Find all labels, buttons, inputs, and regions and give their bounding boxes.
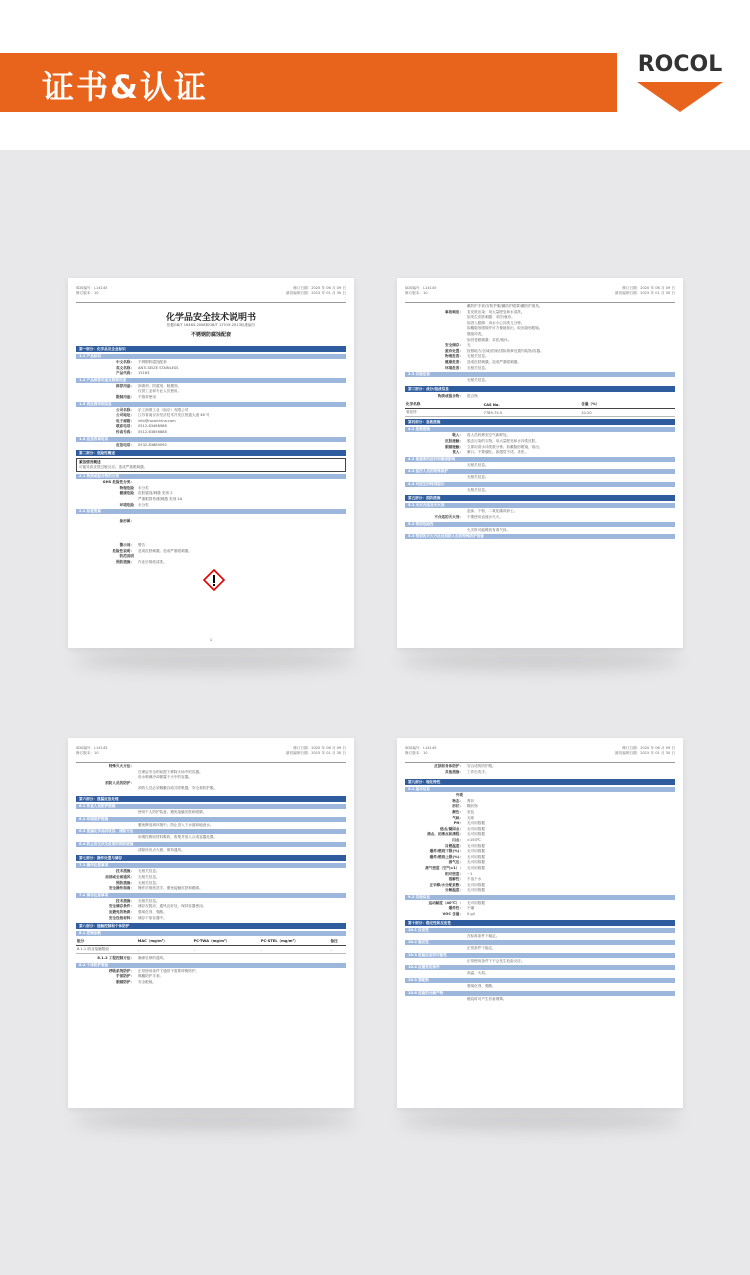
row-value: 脱去污染的衣物。用大量肥皂和水冲洗皮肤。 [467, 438, 539, 443]
sds-page-3 [68, 738, 354, 1108]
data-row [76, 886, 346, 892]
row-value: 不推荐使用 [138, 394, 156, 399]
revision-date: 修订日期：2020 年 06 月 09 日 [622, 286, 675, 290]
row-key: 爆炸性： [448, 906, 463, 911]
row-value: 无可用数据 [467, 888, 485, 893]
subsection-header: 6.1 作业人员防护措施 [76, 804, 346, 809]
ghs-exclamation-pictogram-icon [203, 569, 225, 591]
row-value: >150℃ [467, 837, 481, 842]
row-key: 形状： [452, 804, 463, 809]
row-key: 技术措施： [116, 869, 134, 874]
row-value [138, 519, 346, 525]
table-row: 8.1.1 职业接触限值 - - - - [76, 946, 346, 954]
body-text: 用惰性吸收材料吸收，收集并放入合适容器处置。 [138, 835, 218, 840]
row-value: 不溶于水 [467, 877, 482, 882]
row-value: 无可用数据 [467, 843, 485, 848]
row-key: 推荐用途： [116, 383, 134, 388]
body-text: 强氧化剂、强酸。 [467, 984, 496, 989]
initial-date: 最初编制日期：2015 年 01 月 30 日 [615, 291, 675, 295]
section-header: 第一部分：化学品及企业标识 [76, 346, 346, 352]
page-header [405, 746, 675, 763]
table-row: 氧化锌 7789-75-5 10-20 [405, 409, 675, 417]
body-text: 使用个人防护装备。避免接触皮肤和眼睛。 [138, 809, 207, 814]
subsection-header: 4.3 医疗人员的特殊保护 [405, 469, 675, 474]
subsection-header: 6.2 环境保护措施 [76, 817, 346, 822]
row-key: 象形图： [119, 519, 134, 524]
row-value: 造成皮肤刺激。造成严重眼刺激。 [138, 548, 192, 553]
subsection-header: 10.3 危险反应的可能性 [405, 953, 675, 958]
subsection-header: 1.4 应急咨询电话 [76, 437, 346, 442]
row-key: 防范说明 [119, 554, 134, 559]
row-key: 自燃温度： [445, 843, 463, 848]
subsection-header: 2.3 其他危害 [405, 372, 675, 377]
row-key: 技术措施： [116, 898, 134, 903]
body-text: 在标准条件下稳定。 [467, 933, 500, 938]
row-key: 颜色： [452, 809, 463, 814]
data-row [405, 912, 675, 918]
row-value: 如戴隐形眼镜并可方便地取出，取出隐形眼镜。 [467, 326, 543, 331]
row-key [76, 786, 138, 792]
row-key: 气味： [452, 815, 463, 820]
row-key: 环境危害： [445, 365, 463, 370]
row-value: 无可用数据 [467, 832, 485, 837]
subsection-header: 10.6 危险的分解产物 [405, 991, 675, 996]
row-key: 预防措施： [116, 880, 134, 885]
row-key: 闪点： [452, 837, 463, 842]
row-key: 局部或全面通风： [105, 874, 134, 879]
data-row [76, 443, 346, 449]
row-key: 产品代码： [116, 371, 134, 376]
row-value: 未分类 [138, 502, 149, 507]
row-value: 润滑剂、防腐剂、脱模剂。 [138, 383, 182, 388]
body-text: 火灾时可能释放有毒气体。 [467, 527, 511, 532]
row-value: 无可用数据 [467, 865, 485, 870]
subsection-header: 5.1 灭火方法及灭火剂 [405, 503, 675, 508]
rocol-logo [632, 52, 728, 114]
row-key: VOC 含量： [442, 912, 463, 917]
row-key: 眼睛接触： [445, 444, 463, 449]
row-key: 物理危害： [445, 354, 463, 359]
data-row [405, 888, 675, 894]
subsection-header: 10.5 禁配物 [405, 978, 675, 983]
row-value: 0532-83889090 [138, 442, 167, 447]
section-header: 第八部分：接触控制和个体防护 [76, 923, 346, 929]
data-row [76, 786, 346, 792]
row-value: 漱口。不要催吐。如感觉不适，求医。 [467, 450, 529, 455]
row-key: PH： [453, 821, 463, 826]
revision: 修订版本：10 [76, 751, 99, 755]
sds-page-4 [397, 738, 683, 1108]
row-key: 应避免的物质： [108, 909, 134, 914]
row-value: 造成皮肤刺激。造成严重眼刺激。 [467, 359, 521, 364]
subsection-header: 5.2 特别危险性 [405, 522, 675, 527]
row-value: 糊状物 [467, 804, 478, 809]
row-value: 继续冲洗。 [467, 331, 485, 336]
row-value: 0 g/l [467, 912, 475, 917]
section-header: 第十部分：稳定性和反应性 [405, 920, 675, 926]
row-key: 物态： [452, 798, 463, 803]
row-key: 呼吸系统防护： [108, 968, 134, 973]
row-key: 其他措施： [445, 769, 463, 774]
row-value: 严重眼损伤/眼刺激 类别 2A [138, 496, 183, 501]
sds-number: SDS编号：L14145 [76, 746, 108, 750]
subsection-header: 4.1 急救措施 [405, 427, 675, 432]
sds-number: SDS编号：L14145 [405, 746, 437, 750]
row-key: 英文名称： [116, 365, 134, 370]
data-row [76, 430, 346, 436]
sds-page-1 [68, 278, 354, 648]
row-key: GHS 危险性分类： [102, 480, 134, 485]
revision: 修订版本：10 [405, 291, 428, 295]
section-header: 第六部分：泄漏应急处理 [76, 796, 346, 802]
logo-triangle-icon [637, 82, 723, 112]
revision-date: 修订日期：2020 年 06 月 09 日 [293, 746, 346, 750]
page-shadow [75, 650, 355, 670]
row-value: 不锈钢防腐蚀配套 [138, 360, 167, 364]
page-shadow [75, 1110, 355, 1130]
row-value: 如仍觉眼刺激：求医/就诊。 [467, 337, 512, 342]
section-header: 第三部分：成分/组成信息 [405, 386, 675, 392]
row-key: 中文名称： [116, 360, 134, 364]
page-header [76, 746, 346, 763]
body-text: 燃烧时可产生有害烟雾。 [467, 996, 507, 1001]
other-hazards-text: 无相关信息。 [467, 378, 489, 383]
row-value: 无相关信息。 [467, 365, 489, 370]
emergency-overview-box [76, 458, 346, 472]
row-key: 食入： [452, 450, 463, 455]
body-text: 无相关信息。 [467, 487, 489, 492]
row-value: 0512-63856888 [138, 429, 167, 434]
data-row [76, 980, 346, 986]
subsection-header: 6.3 泄漏化学品的收容、清除方法 [76, 829, 346, 834]
row-value: 不爆 [467, 906, 475, 911]
row-key: 蒸气压： [448, 860, 463, 865]
subsection-header: 8.2 个体防护装备 [76, 963, 346, 968]
row-key: 公司名称： [116, 407, 134, 412]
initial-date: 最初编制日期：2015 年 01 月 30 日 [615, 751, 675, 755]
body-text: 正常使用条件下不会发生危险反应。 [467, 958, 525, 963]
data-row [76, 395, 346, 401]
subsection-header: 2.2 标签要素 [76, 509, 346, 514]
section-header: 第四部分：急救措施 [405, 419, 675, 425]
row-value: ANTI-SEIZE STAINLESS [138, 365, 179, 370]
page-shadow [400, 1110, 680, 1130]
data-row [76, 371, 346, 377]
section-header: 第五部分：消防措施 [405, 495, 675, 501]
row-value: 警告 [138, 543, 146, 548]
subsection-header: 9.2 其他信息 [405, 895, 675, 900]
row-key: 消防人员的防护： [105, 780, 134, 785]
row-key: 公司地址： [116, 413, 134, 418]
row-key: 应急电话： [116, 442, 134, 447]
row-key: 事故响应： [445, 309, 463, 314]
row-key: 分解温度： [445, 888, 463, 893]
row-key: 安全操作指南： [108, 886, 134, 891]
data-row [405, 366, 675, 372]
body-text: 无相关信息。 [467, 462, 489, 467]
row-value: 储存在阴凉、通风良好处，保持容器密闭。 [138, 904, 207, 909]
column-header: 含量（%） [580, 401, 675, 409]
row-value: 立即用清水冲洗数分钟。如戴隐形眼镜，取出。 [467, 444, 543, 449]
row-key: 相对密度： [445, 871, 463, 876]
page-shadow [400, 650, 680, 670]
subsection-header: 1.2 产品推荐用途及限制用途 [76, 378, 346, 383]
page-number: 1 [209, 638, 213, 642]
row-value: 佩戴防护手套。 [138, 974, 164, 979]
body-text: 清除所有点火源，保持通风。 [138, 847, 185, 852]
product-name: 不锈钢防腐蚀配套 [190, 332, 231, 338]
row-key: 蒸气密度（空气=1）： [425, 865, 463, 870]
subsection-header: 5.3 特别的灭火方法及消防人员的特殊防护装备 [405, 534, 675, 539]
subsection-header: 8.1 控制参数 [76, 931, 346, 936]
row-value: 操作后彻底洗手。避免接触皮肤和眼睛。 [138, 886, 203, 891]
row-value: 如进入眼睛：用水小心冲洗几分钟。 [467, 320, 525, 325]
subsection-header: 4.2 最重要的症状和健康影响 [405, 457, 675, 462]
document-title: 化学品安全技术说明书 [165, 313, 256, 323]
sds-page-2 [397, 278, 683, 648]
row-key: 沸点、初沸点和沸程： [427, 832, 463, 837]
section-header: 第二部分：危险性概述 [76, 450, 346, 456]
revision-date: 修订日期：2020 年 06 月 09 日 [293, 286, 346, 290]
row-key: 预防措施： [116, 559, 134, 564]
subsection-header: 6.4 防止发生次生危害的预防措施 [76, 842, 346, 847]
row-value: 无可用数据 [467, 821, 485, 826]
subsection-header: 1.3 供应商详细信息 [76, 402, 346, 407]
row-value: 乐工润滑工业（南京）有限公司 [138, 407, 189, 412]
row-key: 外观 [455, 793, 463, 798]
row-value: 膏状 [467, 798, 475, 803]
data-row: 8.1.2 工程控制方法： 确保足够的通风。 [97, 956, 167, 961]
subsection-header: 9.1 基本信息 [405, 787, 675, 792]
row-value: 若皮肤沾染：用大量肥皂和水清洗。 [467, 309, 525, 314]
row-key: 爆炸/燃烧上限(%)： [429, 854, 463, 859]
row-key: 运动黏度（40℃）： [428, 900, 463, 905]
subsection-header: 10.2 稳定性 [405, 940, 675, 945]
row-key: 安全储存： [445, 343, 463, 348]
row-key: 环境危险 [119, 502, 134, 507]
substance-row: 物质或混合物： 混合物 [437, 393, 478, 398]
row-value: 戴防护手套/穿防护服/戴防护眼罩/戴防护面具。 [467, 304, 543, 308]
row-key: 健康危害： [445, 359, 463, 364]
row-value: 正常使用条件下通常不需要呼吸防护。 [138, 968, 200, 973]
row-value: 用水喷淋冷却暴露于火中的容器。 [138, 775, 192, 780]
row-key: 皮肤和身体防护： [434, 764, 463, 768]
row-key: 皮肤接触： [445, 438, 463, 443]
revision: 修订版本：10 [405, 751, 428, 755]
subsection-header: 2.1 物质或混合物的分类 [76, 474, 346, 479]
initial-date: 最初编制日期：2015 年 01 月 30 日 [286, 751, 346, 755]
subsection-header: 4.4 对医生的特别提示 [405, 482, 675, 487]
row-value: 未分类 [138, 485, 149, 490]
row-key: 电子邮箱： [116, 418, 134, 423]
row-value: 强氧化剂、强酸。 [138, 909, 167, 914]
row-key: 眼睛防护： [116, 979, 134, 984]
body-text: 正常条件下稳定。 [467, 946, 496, 951]
body-text: 泡沫、干粉、二氧化碳或砂土。 [467, 509, 518, 514]
subsection-header: 1.1 产品标识 [76, 354, 346, 359]
row-value: 工作后洗手。 [467, 769, 489, 774]
row-value: 无可用数据 [467, 882, 485, 887]
row-value: 无相关信息。 [138, 874, 160, 879]
row-key: 警示词： [119, 543, 134, 548]
row-value: 仅供工业和专业人员使用。 [138, 389, 182, 394]
row-key: 溶解性： [448, 877, 463, 882]
row-key: 物理危险 [119, 485, 134, 490]
row-value: 无可用数据 [467, 849, 485, 854]
data-row [76, 503, 346, 509]
body-text: 无相关信息。 [467, 475, 489, 480]
row-value: 江苏省南京市经济技术开发区恒通大道 46 号 [138, 413, 210, 418]
row-value: 无可用数据 [467, 860, 485, 865]
row-key: 安全储存条件： [108, 904, 134, 909]
row-value: 在保证安全的前提下移除火场中的容器。 [138, 769, 203, 774]
initial-date: 最初编制日期：2015 年 01 月 30 日 [286, 291, 346, 295]
page-header [76, 286, 346, 303]
row-value: 如发生皮肤刺激：求医/就诊。 [467, 315, 515, 320]
exposure-limits-table: 组分 MAC（mg/m³） PC-TWA（mg/m³） PC-STEL（mg/m³） 备注 8.1.1 职业接触限值 - - - - [76, 938, 346, 954]
row-key: 吸入： [452, 433, 463, 438]
row-key: 废弃处置： [445, 348, 463, 353]
row-value: 作业后彻底清洗。 [138, 559, 167, 564]
row-key: 联系电话： [116, 424, 134, 429]
row-value: 无相关信息。 [467, 354, 489, 359]
row-key: 危险性说明： [112, 548, 134, 553]
column-header: 化学名称 [405, 401, 483, 409]
row-value: 无相关信息。 [138, 880, 160, 885]
row-key: 熔点/凝固点： [440, 826, 463, 831]
row-key: 手部防护： [116, 974, 134, 979]
logo-text: ROCOL [637, 52, 723, 77]
page-header [405, 286, 675, 303]
row-key: 限制用途： [116, 394, 134, 399]
banner-title: 证书&认证 [42, 68, 208, 106]
row-value: 消防人员必须佩戴自给式呼吸器，穿全套防护服。 [138, 786, 218, 791]
document-standard: 依据GB/T 16483-2008和GB/T 17519-2013标准编写 [166, 323, 256, 327]
row-value: 无味 [467, 815, 475, 820]
box-title: 紧急情况概述 [79, 460, 101, 465]
row-key: 健康危险 [119, 491, 134, 496]
subsection-header: 10.4 应避免的条件 [405, 965, 675, 970]
row-key: 传真号码： [116, 429, 134, 434]
composition-table [405, 401, 675, 417]
row-value: 按照地方/区域/国家/国际规章处置内装物/容器。 [467, 348, 544, 353]
data-row [76, 560, 346, 566]
row-value: 皮肤腐蚀/刺激 类别 2 [138, 491, 173, 496]
section-header: 第七部分：操作处置与储存 [76, 855, 346, 861]
row-value: 15163 [138, 371, 150, 376]
row-key: 爆炸/燃烧下限(%)： [429, 849, 463, 854]
revision-date: 修订日期：2020 年 06 月 09 日 [622, 746, 675, 750]
title-banner [0, 53, 617, 112]
body-text: 高温、火焰。 [467, 971, 489, 976]
row-value: 0512-63488988 [138, 424, 167, 429]
section-header: 第九部分：理化特性 [405, 779, 675, 785]
sds-number: SDS编号：L14145 [405, 286, 437, 290]
subsection-header: 7.2 储存注意事项 [76, 893, 346, 898]
row-value: ~1 [467, 871, 473, 876]
row-value: 无可用数据 [467, 854, 485, 859]
data-row [405, 450, 675, 456]
row-value: 无相关信息。 [138, 898, 160, 903]
row-value: 将人员转移至空气新鲜处。 [467, 433, 511, 438]
row-key: 安全包装材料： [108, 915, 134, 920]
box-text: 可能导致皮肤过敏反应。造成严重眼刺激。 [79, 465, 148, 470]
row-value: 无可用数据 [467, 900, 485, 905]
sds-number: SDS编号：L14145 [76, 286, 108, 290]
row-value: 无相关信息。 [138, 869, 160, 874]
subsection-header: 10.1 反应性 [405, 928, 675, 933]
row-value: 灰色 [467, 809, 475, 814]
row-value: 穿合适的防护服。 [467, 764, 496, 768]
data-row [76, 916, 346, 922]
data-row [405, 770, 675, 776]
subsection-header: 7.1 操作注意事项 [76, 863, 346, 868]
row-value: 无 [467, 343, 471, 348]
row-value: 无可用数据 [467, 826, 485, 831]
revision: 修订版本：10 [76, 291, 99, 295]
row-value: 安全眼镜。 [138, 979, 156, 984]
data-row: 不合适的灭火剂： 不要使用直流水灭火。 [434, 515, 503, 520]
column-header: CAS No. [483, 401, 581, 409]
row-key: 正辛醇/水分配系数： [429, 882, 463, 887]
data-row [76, 519, 346, 525]
row-value: 储存于原容器中。 [138, 915, 167, 920]
body-text: 避免释放到环境中。防止进入下水道和地表水。 [138, 822, 214, 827]
row-key: 特殊灭火方法： [108, 764, 134, 768]
row-value: info@rocolchina.com [138, 418, 176, 423]
